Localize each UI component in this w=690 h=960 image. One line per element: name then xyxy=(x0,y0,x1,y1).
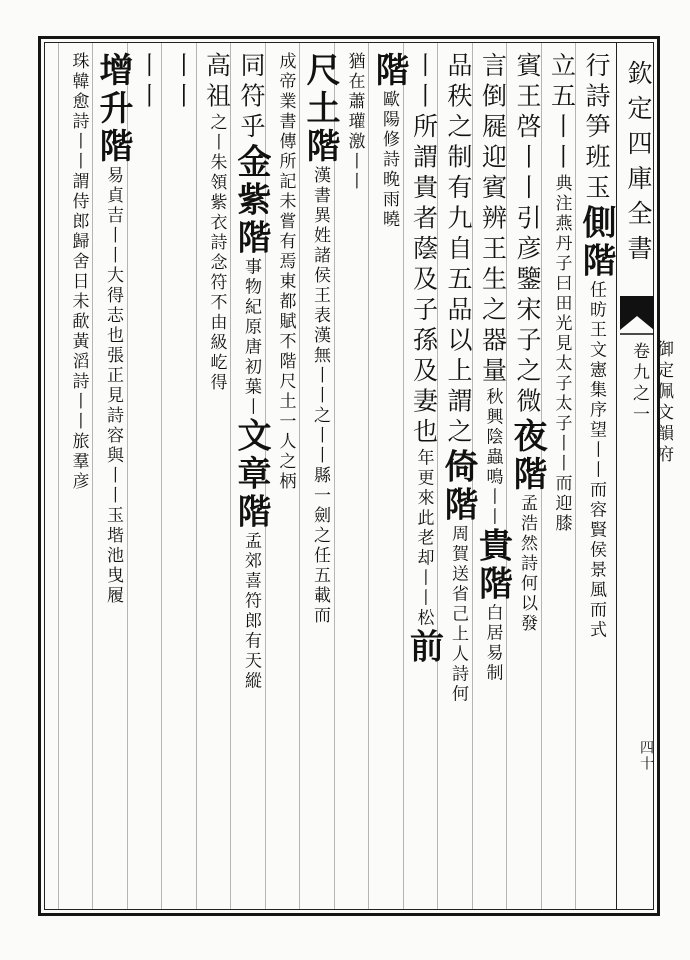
text-column xyxy=(371,52,407,230)
text-column xyxy=(199,52,235,393)
column-rule xyxy=(161,43,162,909)
text-column xyxy=(268,52,304,492)
margin-page-number: 四十 xyxy=(638,740,654,772)
headword: 金紫階 xyxy=(231,143,271,258)
text-column xyxy=(164,52,200,113)
annotation-text: 易貞吉丨丨大得志也張正見詩容與丨丨玉堦池曳履 xyxy=(103,166,123,606)
text-column xyxy=(544,52,580,534)
annotation-text: 白居易制 xyxy=(482,603,503,684)
annotation-text: 歐陽修詩晚雨曉 xyxy=(379,90,399,230)
column-rule xyxy=(196,43,197,909)
column-text: 丨丨 xyxy=(133,52,163,113)
headword: 夜階 xyxy=(507,418,547,494)
annotation-text: 孟郊喜符郎有天縱 xyxy=(241,531,261,692)
margin-juan: 卷九之一 xyxy=(629,342,649,426)
text-column xyxy=(578,52,614,641)
text-column xyxy=(233,52,269,692)
annotation-text: 孟浩然詩何以發 xyxy=(517,494,537,634)
annotation-text: 漢書異姓諸侯王表漢無丨丨之丨丨縣一劍之任五載而 xyxy=(310,166,330,626)
annotation-text: 典注燕丹子曰田光見太子太子丨丨而迎膝 xyxy=(551,174,572,534)
headword: 增升階 xyxy=(93,52,133,166)
annotation-text: 秋興陰蟲鳴丨丨 xyxy=(482,387,503,528)
text-column xyxy=(95,52,131,606)
headword: 文章階 xyxy=(231,417,271,532)
headword: 倚階 xyxy=(438,448,478,525)
text-column xyxy=(403,52,444,667)
column-text: 言倒屣迎賓辨王生之器量 xyxy=(478,52,508,388)
margin-title: 欽定四庫全書 xyxy=(624,60,653,270)
annotation-text: 珠韓愈詩丨丨謂侍郎歸舍日未歃黃滔詩丨丨旅羣彦 xyxy=(68,52,89,492)
annotation-text: 周賀送省己上人詩何 xyxy=(448,524,468,705)
headword: 前 xyxy=(403,628,444,667)
text-column xyxy=(509,52,545,634)
column-text: 丨丨所謂貴者蔭及子孫及妻也 xyxy=(409,52,439,449)
column-text: 同符乎 xyxy=(237,52,266,144)
margin-rule xyxy=(616,43,617,909)
headword: 側階 xyxy=(576,204,616,281)
column-text: 立五丨丨 xyxy=(547,52,577,174)
margin-book-title: 御定佩文韻府 xyxy=(653,340,673,466)
column-rule xyxy=(58,43,59,909)
text-column xyxy=(472,52,513,684)
column-text: 行詩笋班玉 xyxy=(582,52,611,205)
column-text: 丨丨 xyxy=(168,52,197,113)
annotation-text: 成帝業書傳所記未嘗有焉東都賦不階尺土一人之柄 xyxy=(275,52,296,492)
annotation-text: 事物紀原唐初葉丨 xyxy=(241,257,261,418)
column-text: 品秩之制有九自五品以上謂之 xyxy=(444,52,473,449)
text-column xyxy=(61,52,97,492)
fishtail-mark-icon xyxy=(620,296,654,336)
headword: 尺土階 xyxy=(300,52,340,166)
headword: 階 xyxy=(369,52,409,90)
annotation-text: 之丨朱領紫衣 xyxy=(206,113,227,233)
annotation-text: 任昉王文憲集序望丨丨而容賢侯景風而式 xyxy=(586,280,606,641)
text-column xyxy=(302,52,338,626)
annotation-text: 年更來此老却丨丨松 xyxy=(413,448,434,629)
text-column xyxy=(440,52,476,705)
text-column xyxy=(130,52,166,113)
headword: 貴階 xyxy=(472,527,513,604)
column-text: 賓王啓丨丨引彦鑒宋子之微 xyxy=(513,52,542,418)
column-text: 高祖 xyxy=(202,52,232,113)
annotation-text: 猶在蕭瓘激丨丨 xyxy=(344,52,365,192)
text-column xyxy=(337,52,373,192)
annotation-text: 詩念符不由級屹得 xyxy=(206,233,227,393)
